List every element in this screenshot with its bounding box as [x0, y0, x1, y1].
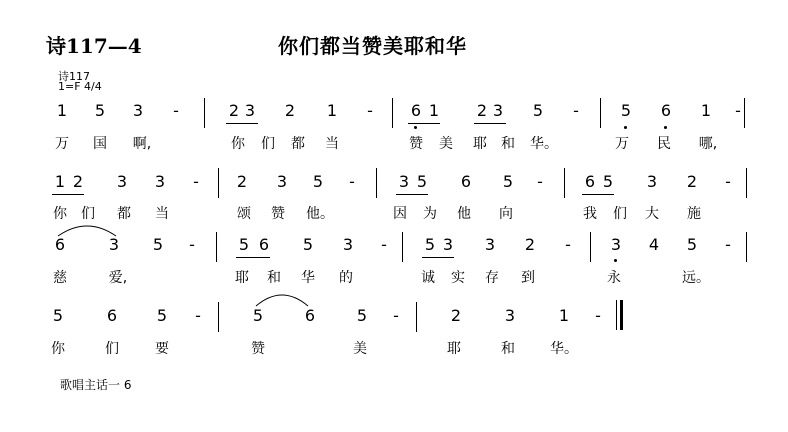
lyric: 赞 — [409, 136, 423, 152]
lyric: 和 — [501, 341, 515, 357]
lyric: 和 — [267, 270, 281, 286]
lyric: 要 — [155, 341, 169, 357]
note: - — [735, 101, 741, 120]
note: - — [381, 235, 387, 254]
note: 5 — [356, 306, 368, 325]
note: 3 — [398, 172, 410, 191]
lyric: 华 — [301, 270, 315, 286]
note: 2 — [450, 306, 462, 325]
hymn-number: 诗117—4 — [46, 34, 142, 58]
note: 1 — [558, 306, 570, 325]
lyric: 耶 — [447, 341, 461, 357]
lyric: 永 — [607, 270, 621, 286]
note: 4 — [648, 235, 660, 254]
barline — [204, 98, 205, 128]
song-title: 你们都当赞美耶和华 — [278, 34, 467, 58]
note: 6 — [460, 172, 472, 191]
note: 5 — [156, 306, 168, 325]
lyric: 的 — [339, 270, 353, 286]
beam-underline — [408, 123, 440, 124]
low-octave-dot — [624, 126, 627, 129]
low-octave-dot — [414, 126, 417, 129]
note: - — [537, 172, 543, 191]
note: - — [595, 306, 601, 325]
barline — [746, 232, 747, 262]
lyric: 万 — [55, 136, 69, 152]
note: - — [349, 172, 355, 191]
lyric: 美 — [353, 341, 367, 357]
lyric: 华。 — [530, 136, 558, 152]
low-octave-dot — [664, 126, 667, 129]
key-time-signature: 1=F 4/4 — [58, 80, 102, 93]
beam-underline — [52, 194, 84, 195]
note: 3 — [116, 172, 128, 191]
note: 2 — [236, 172, 248, 191]
lyric: 他。 — [306, 206, 334, 222]
barline — [402, 232, 403, 262]
lyric: 们 — [613, 206, 627, 222]
lyric: 哪, — [698, 136, 718, 152]
note: 3 — [492, 101, 504, 120]
note: 3 — [442, 235, 454, 254]
note: 1 — [700, 101, 712, 120]
barline — [392, 98, 393, 128]
note: 3 — [244, 101, 256, 120]
note: 6 — [584, 172, 596, 191]
lyric: 因 — [393, 206, 407, 222]
lyric: 施 — [687, 206, 701, 222]
lyric: 我 — [583, 206, 597, 222]
note: 6 — [258, 235, 270, 254]
note: 5 — [416, 172, 428, 191]
note: 1 — [326, 101, 338, 120]
lyric: 爱, — [108, 270, 128, 286]
barline — [564, 168, 565, 198]
note: 6 — [660, 101, 672, 120]
barline — [218, 168, 219, 198]
note: - — [725, 172, 731, 191]
note: 1 — [54, 172, 66, 191]
lyric: 诚 — [421, 270, 435, 286]
note: - — [565, 235, 571, 254]
note: 1 — [428, 101, 440, 120]
note: 3 — [154, 172, 166, 191]
note: 5 — [238, 235, 250, 254]
note: 2 — [228, 101, 240, 120]
lyric: 远。 — [682, 270, 710, 286]
lyric: 你 — [51, 341, 65, 357]
lyric: 存 — [485, 270, 499, 286]
note: 5 — [686, 235, 698, 254]
beam-underline — [226, 123, 258, 124]
note: 5 — [620, 101, 632, 120]
note: 2 — [476, 101, 488, 120]
note: 3 — [108, 235, 120, 254]
lyric: 和 — [501, 136, 515, 152]
lyric: 你 — [53, 206, 67, 222]
note: 5 — [532, 101, 544, 120]
beam-underline — [396, 194, 428, 195]
note: 6 — [106, 306, 118, 325]
final-barline — [616, 300, 624, 330]
lyric: 赞 — [251, 341, 265, 357]
beam-underline — [236, 257, 270, 258]
note: 6 — [54, 235, 66, 254]
note: 3 — [484, 235, 496, 254]
note: 3 — [610, 235, 622, 254]
note: 3 — [276, 172, 288, 191]
lyric: 当 — [155, 206, 169, 222]
note: 5 — [302, 235, 314, 254]
lyric: 耶 — [473, 136, 487, 152]
note: - — [173, 101, 179, 120]
barline — [744, 98, 745, 128]
note: 2 — [524, 235, 536, 254]
lyric: 你 — [231, 136, 245, 152]
note: - — [195, 306, 201, 325]
barline — [218, 302, 219, 332]
note: 5 — [312, 172, 324, 191]
lyric: 颂 — [237, 206, 251, 222]
lyric: 为 — [423, 206, 437, 222]
beam-underline — [422, 257, 454, 258]
source-label: 诗117 — [58, 70, 90, 83]
note: 5 — [424, 235, 436, 254]
lyric: 国 — [93, 136, 107, 152]
note: 5 — [602, 172, 614, 191]
beam-underline — [582, 194, 614, 195]
barline — [600, 98, 601, 128]
lyric: 赞 — [271, 206, 285, 222]
lyric: 们 — [105, 341, 119, 357]
note: - — [193, 172, 199, 191]
note: - — [573, 101, 579, 120]
note: 6 — [304, 306, 316, 325]
note: 1 — [56, 101, 68, 120]
note: 5 — [502, 172, 514, 191]
lyric: 他 — [457, 206, 471, 222]
beam-underline — [474, 123, 506, 124]
note: 5 — [152, 235, 164, 254]
barline — [376, 168, 377, 198]
barline — [590, 232, 591, 262]
lyric: 们 — [81, 206, 95, 222]
note: - — [393, 306, 399, 325]
low-octave-dot — [614, 259, 617, 262]
lyric: 美 — [439, 136, 453, 152]
note: 5 — [252, 306, 264, 325]
lyric: 都 — [291, 136, 305, 152]
footer-source: 歌唱主话一 6 — [60, 378, 132, 392]
note: 2 — [72, 172, 84, 191]
lyric: 都 — [117, 206, 131, 222]
note: - — [189, 235, 195, 254]
note: - — [725, 235, 731, 254]
note: 3 — [342, 235, 354, 254]
barline — [216, 232, 217, 262]
lyric: 们 — [261, 136, 275, 152]
note: 5 — [94, 101, 106, 120]
lyric: 向 — [499, 206, 513, 222]
lyric: 华。 — [550, 341, 578, 357]
lyric: 当 — [325, 136, 339, 152]
lyric: 实 — [451, 270, 465, 286]
note: 3 — [132, 101, 144, 120]
note: 3 — [504, 306, 516, 325]
lyric: 万 — [615, 136, 629, 152]
lyric: 到 — [521, 270, 535, 286]
lyric: 民 — [657, 136, 671, 152]
note: 6 — [410, 101, 422, 120]
note: 5 — [52, 306, 64, 325]
note: 3 — [646, 172, 658, 191]
note: 2 — [686, 172, 698, 191]
barline — [746, 168, 747, 198]
lyric: 啊, — [132, 136, 152, 152]
lyric: 耶 — [235, 270, 249, 286]
barline — [416, 302, 417, 332]
lyric: 大 — [645, 206, 659, 222]
lyric: 慈 — [53, 270, 67, 286]
note: - — [367, 101, 373, 120]
note: 2 — [284, 101, 296, 120]
